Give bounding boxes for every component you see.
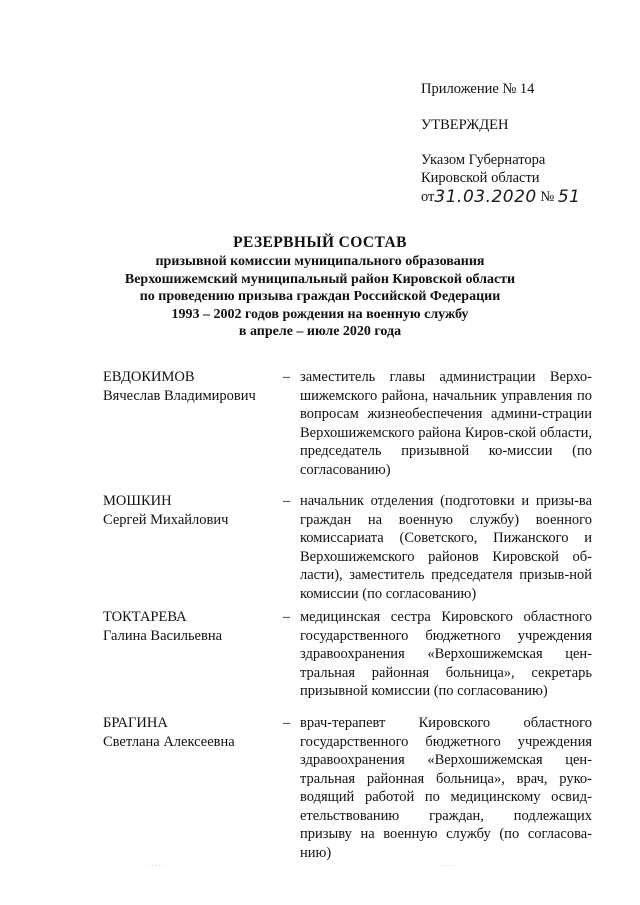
scan-artifact: ·····: [440, 862, 457, 870]
member-name: [103, 608, 283, 645]
decree-line: Указом Губернатора: [421, 152, 546, 168]
member-surname: МОШКИН: [103, 493, 172, 509]
title-main: РЕЗЕРВНЫЙ СОСТАВ: [233, 234, 407, 251]
member-name: [103, 492, 283, 529]
member-given-names: Светлана Алексеевна: [103, 733, 235, 750]
member-surname: ЕВДОКИМОВ: [103, 369, 195, 385]
member-name: [103, 714, 283, 751]
title-line: Верхошижемский муниципальный район Кировской области: [124, 271, 516, 287]
member-dash: –: [283, 493, 291, 509]
date-prefix: от: [421, 189, 435, 205]
member-dash: –: [283, 715, 291, 731]
member-role: начальник отделения (подготовки и призы-ва граждан на военную службу) военного комиссариата (Советского, Пижанского и Верхошижемского районов Кировской об-ласти), заместитель председателя призыв-ной комиссии (по согласованию): [300, 493, 592, 602]
title-line: по проведению призыва граждан Российской Федерации: [139, 289, 501, 304]
handwritten-number: 51: [557, 187, 581, 207]
title-line: призывной комиссии муниципального образования: [155, 254, 485, 269]
title-line: в апреле – июле 2020 года: [238, 324, 402, 339]
member-given-names: Вячеслав Владимирович: [103, 387, 256, 404]
member-dash: –: [283, 609, 291, 625]
document-title: [60, 233, 580, 341]
number-prefix: №: [540, 189, 555, 205]
member-given-names: Сергей Михайлович: [103, 511, 229, 528]
approved-label: УТВЕРЖДЕН: [421, 117, 509, 133]
member-role: медицинская сестра Кировского областного государственного бюджетного учреждения здравоохранения «Верхошижемская цен-тральная районная больница», секретарь призывной комиссии (по согласованию): [300, 609, 592, 699]
decree-date-line: [421, 187, 580, 206]
decree-region-line: Кировской области: [421, 170, 540, 186]
scan-artifact: ·····: [148, 862, 165, 870]
member-given-names: Галина Васильевна: [103, 627, 223, 644]
member-name: [103, 368, 283, 405]
annex-number: Приложение № 14: [421, 81, 535, 97]
member-role: заместитель главы администрации Верхо-шижемского района, начальник управления по вопросам жизнеобеспечения админи-страции Верхошижемского района Киров-ской области, председатель призывной ко-миссии (по согласованию): [300, 369, 592, 478]
member-dash: –: [283, 369, 291, 385]
member-role: врач-терапевт Кировского областного государственного бюджетного учреждения здравоохранения «Верхошижемская цен-тральная районная больница», врач, руко-водящий работой по медицинскому освид-етельствованию граждан, подлежащих призыву на военную службу (по согласова-нию): [300, 715, 592, 861]
title-line: 1993 – 2002 годов рождения на военную службу: [171, 306, 469, 322]
member-surname: ТОКТАРЕВА: [103, 609, 187, 625]
member-surname: БРАГИНА: [103, 715, 168, 731]
handwritten-date: 31.03.2020: [434, 187, 537, 207]
